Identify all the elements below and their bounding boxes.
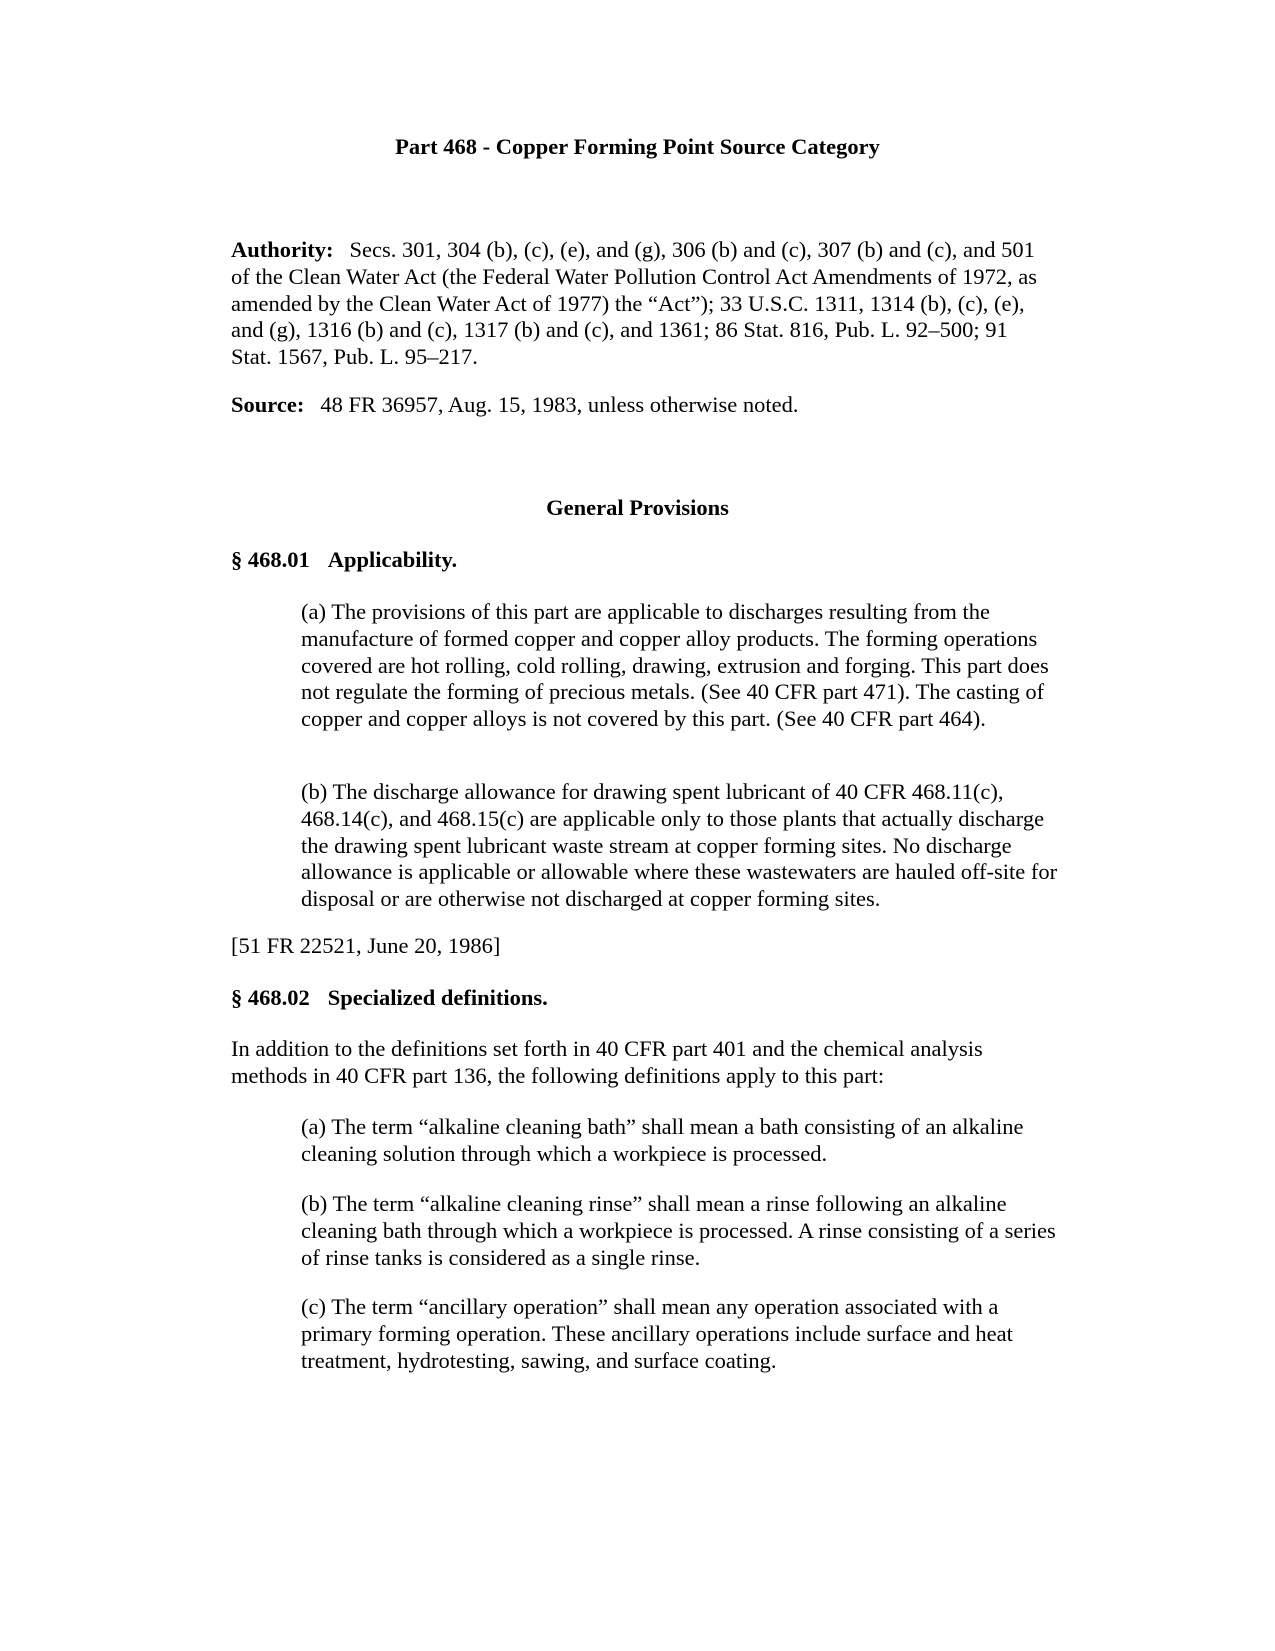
definition-a: (a) The term “alkaline cleaning bath” shall mean a bath consisting of an alkaline cleaning solution through which a workpiece is processed. [301,1114,1024,1166]
definition-b: (b) The term “alkaline cleaning rinse” shall mean a rinse following an alkaline cleaning bath through which a workpiece is processed. A rinse consisting of a series of rinse tanks is considered as a single rinse. [301,1191,1056,1270]
source-text: 48 FR 36957, Aug. 15, 1983, unless otherwise noted. [320,392,799,417]
authority-paragraph [231,237,1051,371]
section-468-02-heading [231,985,1051,1012]
source-paragraph [231,392,1051,419]
subpart-heading: General Provisions [546,495,729,520]
definition-c: (c) The term “ancillary operation” shall mean any operation associated with a primary forming operation. These ancillary operations include surface and heat treatment, hydrotesting, sawing, and surface coating. [301,1294,1013,1373]
source-label: Source: [231,392,305,417]
section-468-02-number: § 468.02 [231,985,310,1010]
section-468-02-title: Specialized definitions. [327,985,548,1010]
section-468-02-intro: In addition to the definitions set forth in 40 CFR part 401 and the chemical analysis methods in 40 CFR part 136, the following definitions apply to this part: [231,1036,983,1088]
authority-text: Secs. 301, 304 (b), (c), (e), and (g), 306 (b) and (c), 307 (b) and (c), and 501 of the Clean Water Act (the Federal Water Pollution Control Act Amendments of 1972, as amended by the Clean Water Act of 1977) the “Act”); 33 U.S.C. 1311, 1314 (b), (c), (e), and (g), 1316 (b) and (c), 1317 (b) and (c), and 1361; 86 Stat. 816, Pub. L. 92–500; 91 Stat. 1567, Pub. L. 95–217. [231,237,1038,370]
section-468-01-number: § 468.01 [231,547,310,572]
section-468-01-citation: [51 FR 22521, June 20, 1986] [231,933,501,958]
section-468-01-title: Applicability. [327,547,458,572]
section-468-01-paragraph-a: (a) The provisions of this part are applicable to discharges resulting from the manufacture of formed copper and copper alloy products. The forming operations covered are hot rolling, cold rolling, drawing, extrusion and forging. This part does not regulate the forming of precious metals. (See 40 CFR part 471). The casting of copper and copper alloys is not covered by this part. (See 40 CFR part 464). [301,599,1049,732]
section-468-01-heading [231,547,1051,574]
authority-label: Authority: [231,237,334,262]
section-468-01-paragraph-b: (b) The discharge allowance for drawing spent lubricant of 40 CFR 468.11(c), 468.14(c), and 468.15(c) are applicable only to those plants that actually discharge the drawing spent lubricant waste stream at copper forming sites. No discharge allowance is applicable or allowable where these wastewaters are hauled off-site for disposal or are otherwise not discharged at copper forming sites. [301,779,1058,912]
document-title: Part 468 - Copper Forming Point Source Category [395,134,880,159]
